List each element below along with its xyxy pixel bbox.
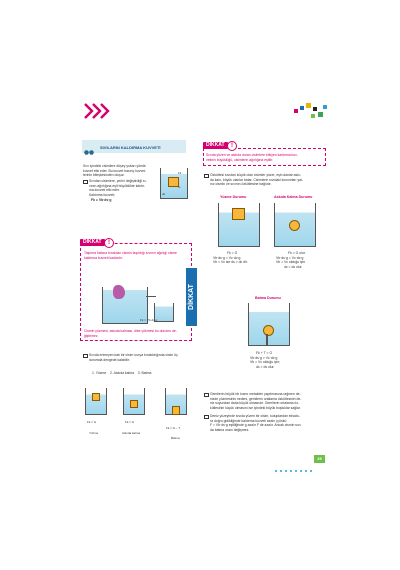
page-number: 29 [314,455,325,463]
heading-sink: Batma Durumu [255,296,281,300]
bullet-one: Sıvıdan cisimlere, yerini değiştirdiği sı- vının ağırlığına eşit büyüklükte kaldır- ma kuvveti etki eder. Kaldırma kuvveti; Fk = Vb·ds·g [83,179,159,203]
caption-suspend-small: Askıda kalma [122,431,141,435]
suspend-equations: Fk = G olur. Vb·ds·g = Vc·dc·g Vb = Vc olduğu için dc = ds olur. [276,251,306,269]
sink-support [266,334,268,345]
ball-sink [263,325,274,336]
exclaim-icon: ! [104,238,114,248]
g-label: G [178,185,181,189]
heading-suspend: Askıda Kalma Durumu [274,195,313,199]
block-float-small [92,393,100,401]
dikkat-tag-left: DİKKAT [80,239,105,246]
block-sink-small [172,406,180,415]
bullet-two: Sıvıda erimeyen katı bir cisim sıvıya bırakıldığında cisim üç durumda dengede kalabilir: [83,353,193,362]
sidebar-label: DİKKAT [188,284,195,310]
eq-suspend-small: Fk = G [125,420,135,424]
right-bullet-three: Deniz yüzeyinde sıvıda yüzen bir cisim, kutuplardan ekvato- ra doğru gidildiğinde kaldırma kuvveti azalır (çünkü F = Vb·ds·g eşitliğinde g azalır F de azalır. Ancak cismin sıvı- da batma oranı değişmez. [204,414,326,432]
fk-label: Fk [178,171,182,175]
intro-paragraph: Sıvı içindeki cisimlere düşey yukarı yönde kuvvet etki eder. Bu kuvvet basınç kuvvet- lerinin bileşkesinden oluşur. [83,164,147,178]
right-bullet-one: Özkütlesi sıvıdan küçük olan cisimler yüzer, eşit olanlar askı- da kalır, büyük olanlar batar. Cisimlerin sıvıdaki konumları yal- nız cismin ve sıvının özkütlesine bağlıdır. [204,173,324,187]
dikkat-left-text: Taşırma kabına bırakılan cismin taşırdığı sıvının ağırlığı cisme kaldırma kuvveti kadardır. [84,251,177,260]
rock-icon [113,285,125,299]
caption-sink-small: Batma [171,436,180,440]
block-suspend-small [130,400,138,408]
caption-float-small: Yüzme [89,431,99,435]
block-float [232,208,245,220]
heading-float: Yüzme Durumu [220,195,247,199]
float-equations: Fk = G Vb·ds·g = Vc·dc·g Vb < Vc ise ds > dc dir. [213,251,248,265]
section-icon [84,143,94,150]
right-bullet-two: Gemilerin büyük bir kısmı metalden yapılmasına rağmen de- nizde yüzmesinin nedeni, gemilerin ortalama özkütlesinin de- niz suyundan daha küçük olmasıdır. Gemilerin ortalama öz- kütlesinin küçük olmasını ise içindeki büyük boşluklar sağlar. [204,392,326,410]
ds-label: ds [162,192,166,196]
dikkat-right-text: Sıvıda yüzen ve askıda duran cisimlere etkiyen kaldırma kuv- vetinin büyüklüğü, cisimlerin ağırlığına eşittir. [206,153,298,162]
dikkat-tag-right: DİKKAT [203,142,228,149]
pixel-decoration-icon [292,103,328,121]
spout [146,296,156,297]
exclaim-icon-right: ! [227,141,237,151]
eq-sink-small: Fk = G – T [166,426,181,430]
section-title: SIVILARIN KALDIRMA KUVVETİ [100,145,161,150]
ball-suspend [289,220,300,231]
eq-float-small: Fk = G [87,420,97,424]
chevron-decoration-icon [84,103,114,119]
states-list: 1. Yüzme 2. Askıda kalma 3. Batma [92,371,152,375]
dikkat-left-bottom: Cismin yüzmesi, askıda kalması, dibe çökmesi bu durumu de- ğiştirmez. [84,329,177,338]
sink-equations: Fk + T = G Vb·ds·g > Vc·dc·g Vb = Vc olduğu için; dc > ds olur. [250,351,281,369]
tank-fig-label: Fk = Vb·ds·g [140,318,158,322]
footer-dots [275,459,315,477]
